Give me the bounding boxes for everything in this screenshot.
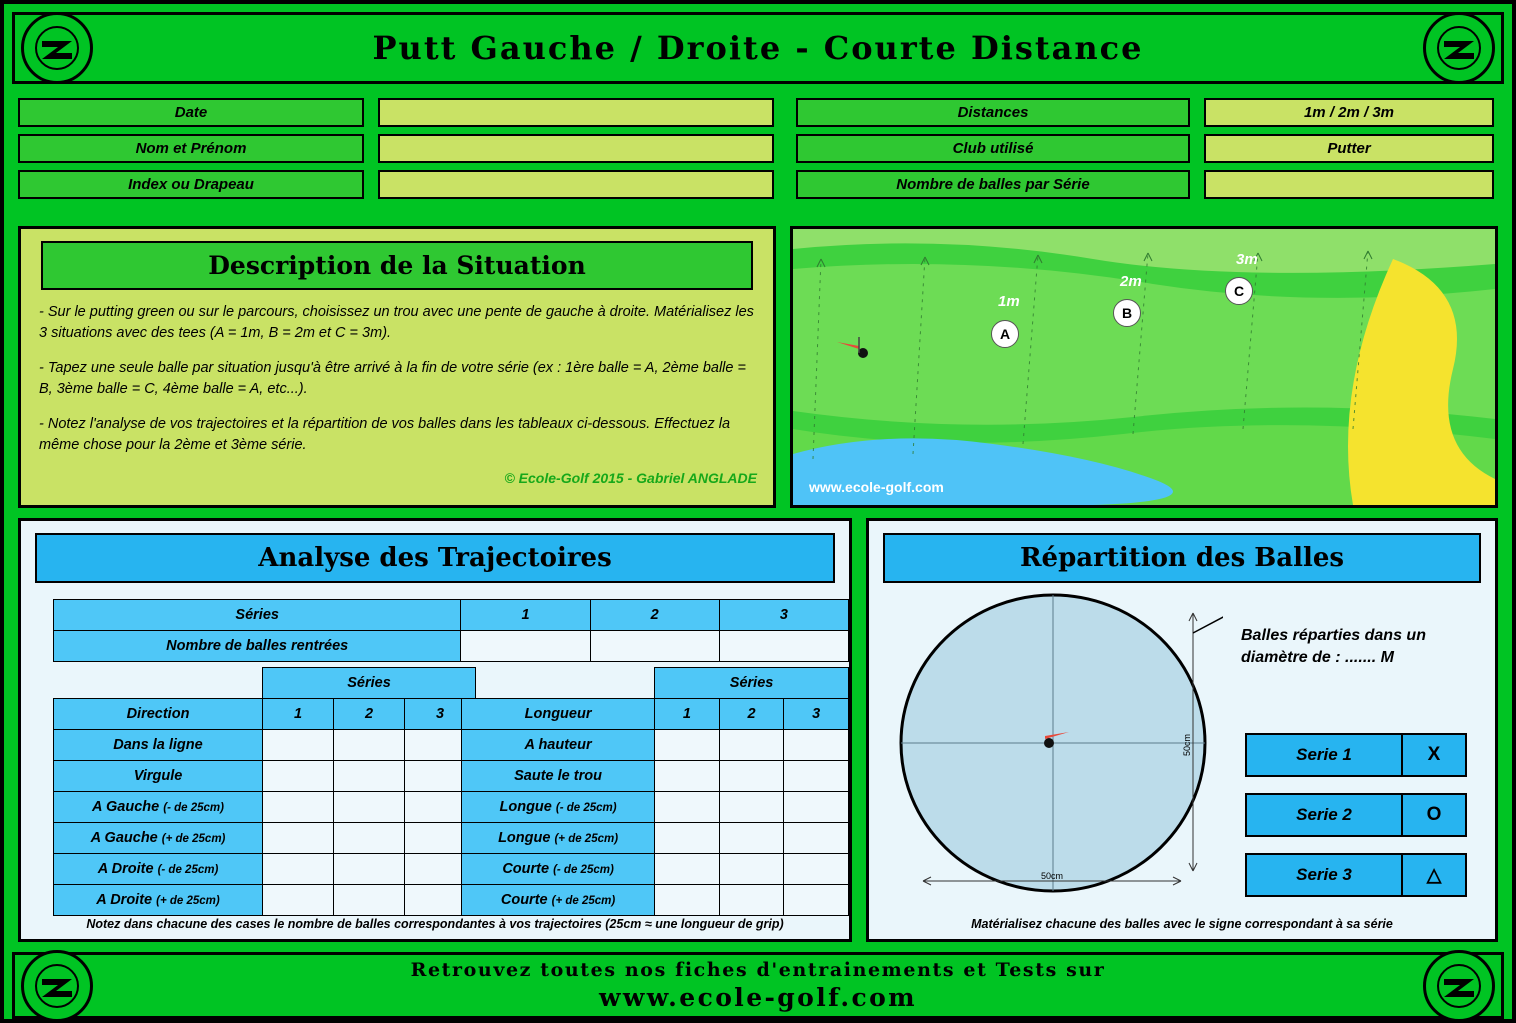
direction-cell-1-2[interactable] — [334, 761, 405, 792]
longueur-cell-0-2[interactable] — [719, 730, 784, 761]
longueur-row-label-2: Longue — [499, 799, 552, 815]
label-distances: Distances — [796, 98, 1190, 127]
balls-in-table — [53, 599, 849, 662]
direction-row-sub-5: (+ de 25cm) — [156, 895, 220, 907]
table-row-direction-series — [54, 668, 476, 699]
longueur-cell-3-1[interactable] — [655, 823, 720, 854]
table-row — [54, 792, 476, 823]
description-body — [21, 290, 773, 456]
longueur-col-1: 1 — [655, 699, 720, 730]
repartition-panel — [866, 518, 1498, 942]
direction-row-label-0: Dans la ligne — [113, 737, 203, 753]
serie-2-name: Serie 2 — [1245, 793, 1403, 837]
marker-b: B — [1113, 299, 1141, 327]
footer-line-1: Retrouvez toutes nos fiches d'entrainements et Tests sur — [410, 959, 1106, 981]
distance-label-3m: 3m — [1236, 251, 1258, 268]
direction-cell-5-1[interactable] — [263, 885, 334, 916]
ecole-golf-logo-icon-footer-left — [21, 950, 93, 1022]
direction-row-sub-2: (- de 25cm) — [163, 802, 224, 814]
direction-cell-2-2[interactable] — [334, 792, 405, 823]
balls-in-cell-3[interactable] — [719, 631, 848, 662]
direction-col-3: 3 — [405, 699, 476, 730]
label-club: Club utilisé — [796, 134, 1190, 163]
direction-cell-5-2[interactable] — [334, 885, 405, 916]
longueur-cell-0-3[interactable] — [784, 730, 849, 761]
ecole-golf-logo-icon-right — [1423, 12, 1495, 84]
description-paragraph-1: - Sur le putting green ou sur le parcours, choisissez un trou avec une pente de gauche à droite. Matérialisez les 3 situations avec des tees (A = 1m, B = 2m et C = 3m). — [39, 304, 754, 342]
longueur-cell-1-1[interactable] — [655, 761, 720, 792]
longueur-row-sub-4: (- de 25cm) — [553, 864, 614, 876]
direction-row-label-4: A Droite — [97, 861, 154, 877]
table-row — [462, 854, 849, 885]
direction-cell-3-2[interactable] — [334, 823, 405, 854]
direction-row-sub-4: (- de 25cm) — [157, 864, 219, 876]
spacer-cell — [54, 668, 263, 699]
series-col-2: 2 — [590, 600, 719, 631]
direction-cell-0-1[interactable] — [263, 730, 334, 761]
info-row-name — [18, 134, 1498, 163]
table-row — [54, 823, 476, 854]
illustration-url: www.ecole-golf.com — [809, 479, 944, 495]
longueur-row-label-4: Courte — [502, 861, 550, 877]
table-row — [462, 761, 849, 792]
direction-row-label-1: Virgule — [133, 768, 183, 784]
serie-3-row[interactable] — [1245, 853, 1467, 897]
longueur-col-3: 3 — [784, 699, 849, 730]
longueur-cell-5-1[interactable] — [655, 885, 720, 916]
input-date[interactable] — [378, 98, 774, 127]
direction-table — [53, 667, 476, 916]
info-row-index — [18, 170, 1498, 199]
repartition-circle[interactable] — [893, 593, 1223, 899]
longueur-cell-3-3[interactable] — [784, 823, 849, 854]
value-distances[interactable]: 1m / 2m / 3m — [1204, 98, 1494, 127]
table-row — [54, 854, 476, 885]
marker-a: A — [991, 320, 1019, 348]
label-date: Date — [18, 98, 364, 127]
table-row — [462, 823, 849, 854]
table-row — [54, 761, 476, 792]
label-balls-per-series: Nombre de balles par Série — [796, 170, 1190, 199]
longueur-cell-3-2[interactable] — [719, 823, 784, 854]
direction-cell-1-1[interactable] — [263, 761, 334, 792]
analyse-title: Analyse des Trajectoires — [35, 533, 835, 583]
description-title: Description de la Situation — [41, 241, 753, 290]
serie-3-name: Serie 3 — [1245, 853, 1403, 897]
direction-cell-3-1[interactable] — [263, 823, 334, 854]
description-box — [18, 226, 776, 508]
direction-cell-4-1[interactable] — [263, 854, 334, 885]
page-footer — [12, 952, 1504, 1019]
longueur-series-label: Séries — [655, 668, 849, 699]
longueur-cell-5-3[interactable] — [784, 885, 849, 916]
situation-illustration — [790, 226, 1498, 508]
direction-col-1: 1 — [263, 699, 334, 730]
repartition-legend: Balles réparties dans un diamètre de : ....... M — [1241, 627, 1426, 666]
direction-col-2: 2 — [334, 699, 405, 730]
repartition-title: Répartition des Balles — [883, 533, 1481, 583]
value-club[interactable]: Putter — [1204, 134, 1494, 163]
ecole-golf-logo-icon-footer-right — [1423, 950, 1495, 1022]
table-row-series-header — [54, 600, 849, 631]
description-paragraph-2: - Tapez une seule balle par situation jusqu'à être arrivé à la fin de votre série (ex : 1ère balle = A, 2ème balle = B, 3ème balle = C, 4ème balle = A, etc...). — [39, 360, 746, 398]
table-row — [462, 730, 849, 761]
direction-cell-2-1[interactable] — [263, 792, 334, 823]
repartition-note: Matérialisez chacune des balles avec le signe correspondant à sa série — [971, 917, 1393, 931]
direction-cell-4-2[interactable] — [334, 854, 405, 885]
direction-row-sub-3: (+ de 25cm) — [161, 833, 226, 845]
description-paragraph-3: - Notez l'analyse de vos trajectoires et la répartition de vos balles dans les tableaux ci-dessous. Effectuez la même chose pour la 2ème et 3ème série. — [39, 416, 731, 454]
input-name[interactable] — [378, 134, 774, 163]
table-row — [54, 885, 476, 916]
analyse-panel — [18, 518, 852, 942]
series-col-1: 1 — [461, 600, 590, 631]
spacer-cell — [462, 668, 655, 699]
longueur-cell-2-3[interactable] — [784, 792, 849, 823]
longueur-row-label-5: Courte — [500, 892, 548, 908]
distance-label-2m: 2m — [1120, 273, 1142, 290]
balls-in-label: Nombre de balles rentrées — [54, 631, 461, 662]
serie-1-name: Serie 1 — [1245, 733, 1403, 777]
table-row-direction-header — [54, 699, 476, 730]
series-label: Séries — [54, 600, 461, 631]
direction-row-label-2: A Gauche — [92, 799, 160, 815]
svg-text:50cm: 50cm — [1182, 733, 1192, 757]
longueur-row-label-3: Longue — [498, 830, 551, 846]
longueur-cell-2-1[interactable] — [655, 792, 720, 823]
longueur-row-label-1: Saute le trou — [514, 768, 602, 784]
green-diagram-svg — [793, 229, 1495, 505]
svg-text:50cm: 50cm — [1040, 871, 1064, 881]
direction-header: Direction — [54, 699, 263, 730]
copyright-text: © Ecole-Golf 2015 - Gabriel ANGLADE — [504, 470, 757, 487]
balls-in-cell-2[interactable] — [590, 631, 719, 662]
balls-in-cell-1[interactable] — [461, 631, 590, 662]
page-title: Putt Gauche / Droite - Courte Distance — [372, 29, 1144, 67]
marker-c: C — [1225, 277, 1253, 305]
longueur-col-2: 2 — [719, 699, 784, 730]
serie-1-symbol: X — [1403, 733, 1467, 777]
input-index[interactable] — [378, 170, 774, 199]
direction-cell-0-2[interactable] — [334, 730, 405, 761]
serie-2-symbol: O — [1403, 793, 1467, 837]
label-index: Index ou Drapeau — [18, 170, 364, 199]
ecole-golf-logo-icon — [21, 12, 93, 84]
longueur-cell-4-2[interactable] — [719, 854, 784, 885]
series-col-3: 3 — [719, 600, 848, 631]
table-row-longueur-header — [462, 699, 849, 730]
table-row — [462, 885, 849, 916]
footer-text — [99, 959, 1417, 1012]
longueur-cell-5-2[interactable] — [719, 885, 784, 916]
info-row-date — [18, 98, 1498, 127]
longueur-header: Longueur — [462, 699, 655, 730]
direction-row-label-5: A Droite — [96, 892, 153, 908]
longueur-cell-2-2[interactable] — [719, 792, 784, 823]
serie-1-row[interactable] — [1245, 733, 1467, 777]
longueur-cell-1-2[interactable] — [719, 761, 784, 792]
longueur-cell-1-3[interactable] — [784, 761, 849, 792]
longueur-cell-4-3[interactable] — [784, 854, 849, 885]
analyse-note: Notez dans chacune des cases le nombre de balles correspondantes à vos trajectoires (25cm ≈ une longueur de grip) — [86, 917, 784, 931]
info-section — [18, 98, 1498, 206]
direction-row-label-3: A Gauche — [90, 830, 158, 846]
page-header — [12, 12, 1504, 84]
table-row — [462, 792, 849, 823]
longueur-table — [461, 667, 849, 916]
serie-3-symbol: △ — [1403, 853, 1467, 897]
longueur-row-sub-2: (- de 25cm) — [555, 802, 617, 814]
longueur-row-label-0: A hauteur — [524, 737, 592, 753]
label-name: Nom et Prénom — [18, 134, 364, 163]
longueur-row-sub-5: (+ de 25cm) — [551, 895, 616, 907]
table-row — [54, 730, 476, 761]
table-row-longueur-series — [462, 668, 849, 699]
longueur-row-sub-3: (+ de 25cm) — [554, 833, 619, 845]
longueur-cell-0-1[interactable] — [655, 730, 720, 761]
footer-line-2[interactable]: www.ecole-golf.com — [598, 983, 918, 1012]
repartition-circle-svg — [893, 593, 1223, 899]
distance-label-1m: 1m — [998, 293, 1020, 310]
serie-2-row[interactable] — [1245, 793, 1467, 837]
input-balls-per-series[interactable] — [1204, 170, 1494, 199]
direction-series-label: Séries — [263, 668, 476, 699]
table-row-balls-in — [54, 631, 849, 662]
longueur-cell-4-1[interactable] — [655, 854, 720, 885]
